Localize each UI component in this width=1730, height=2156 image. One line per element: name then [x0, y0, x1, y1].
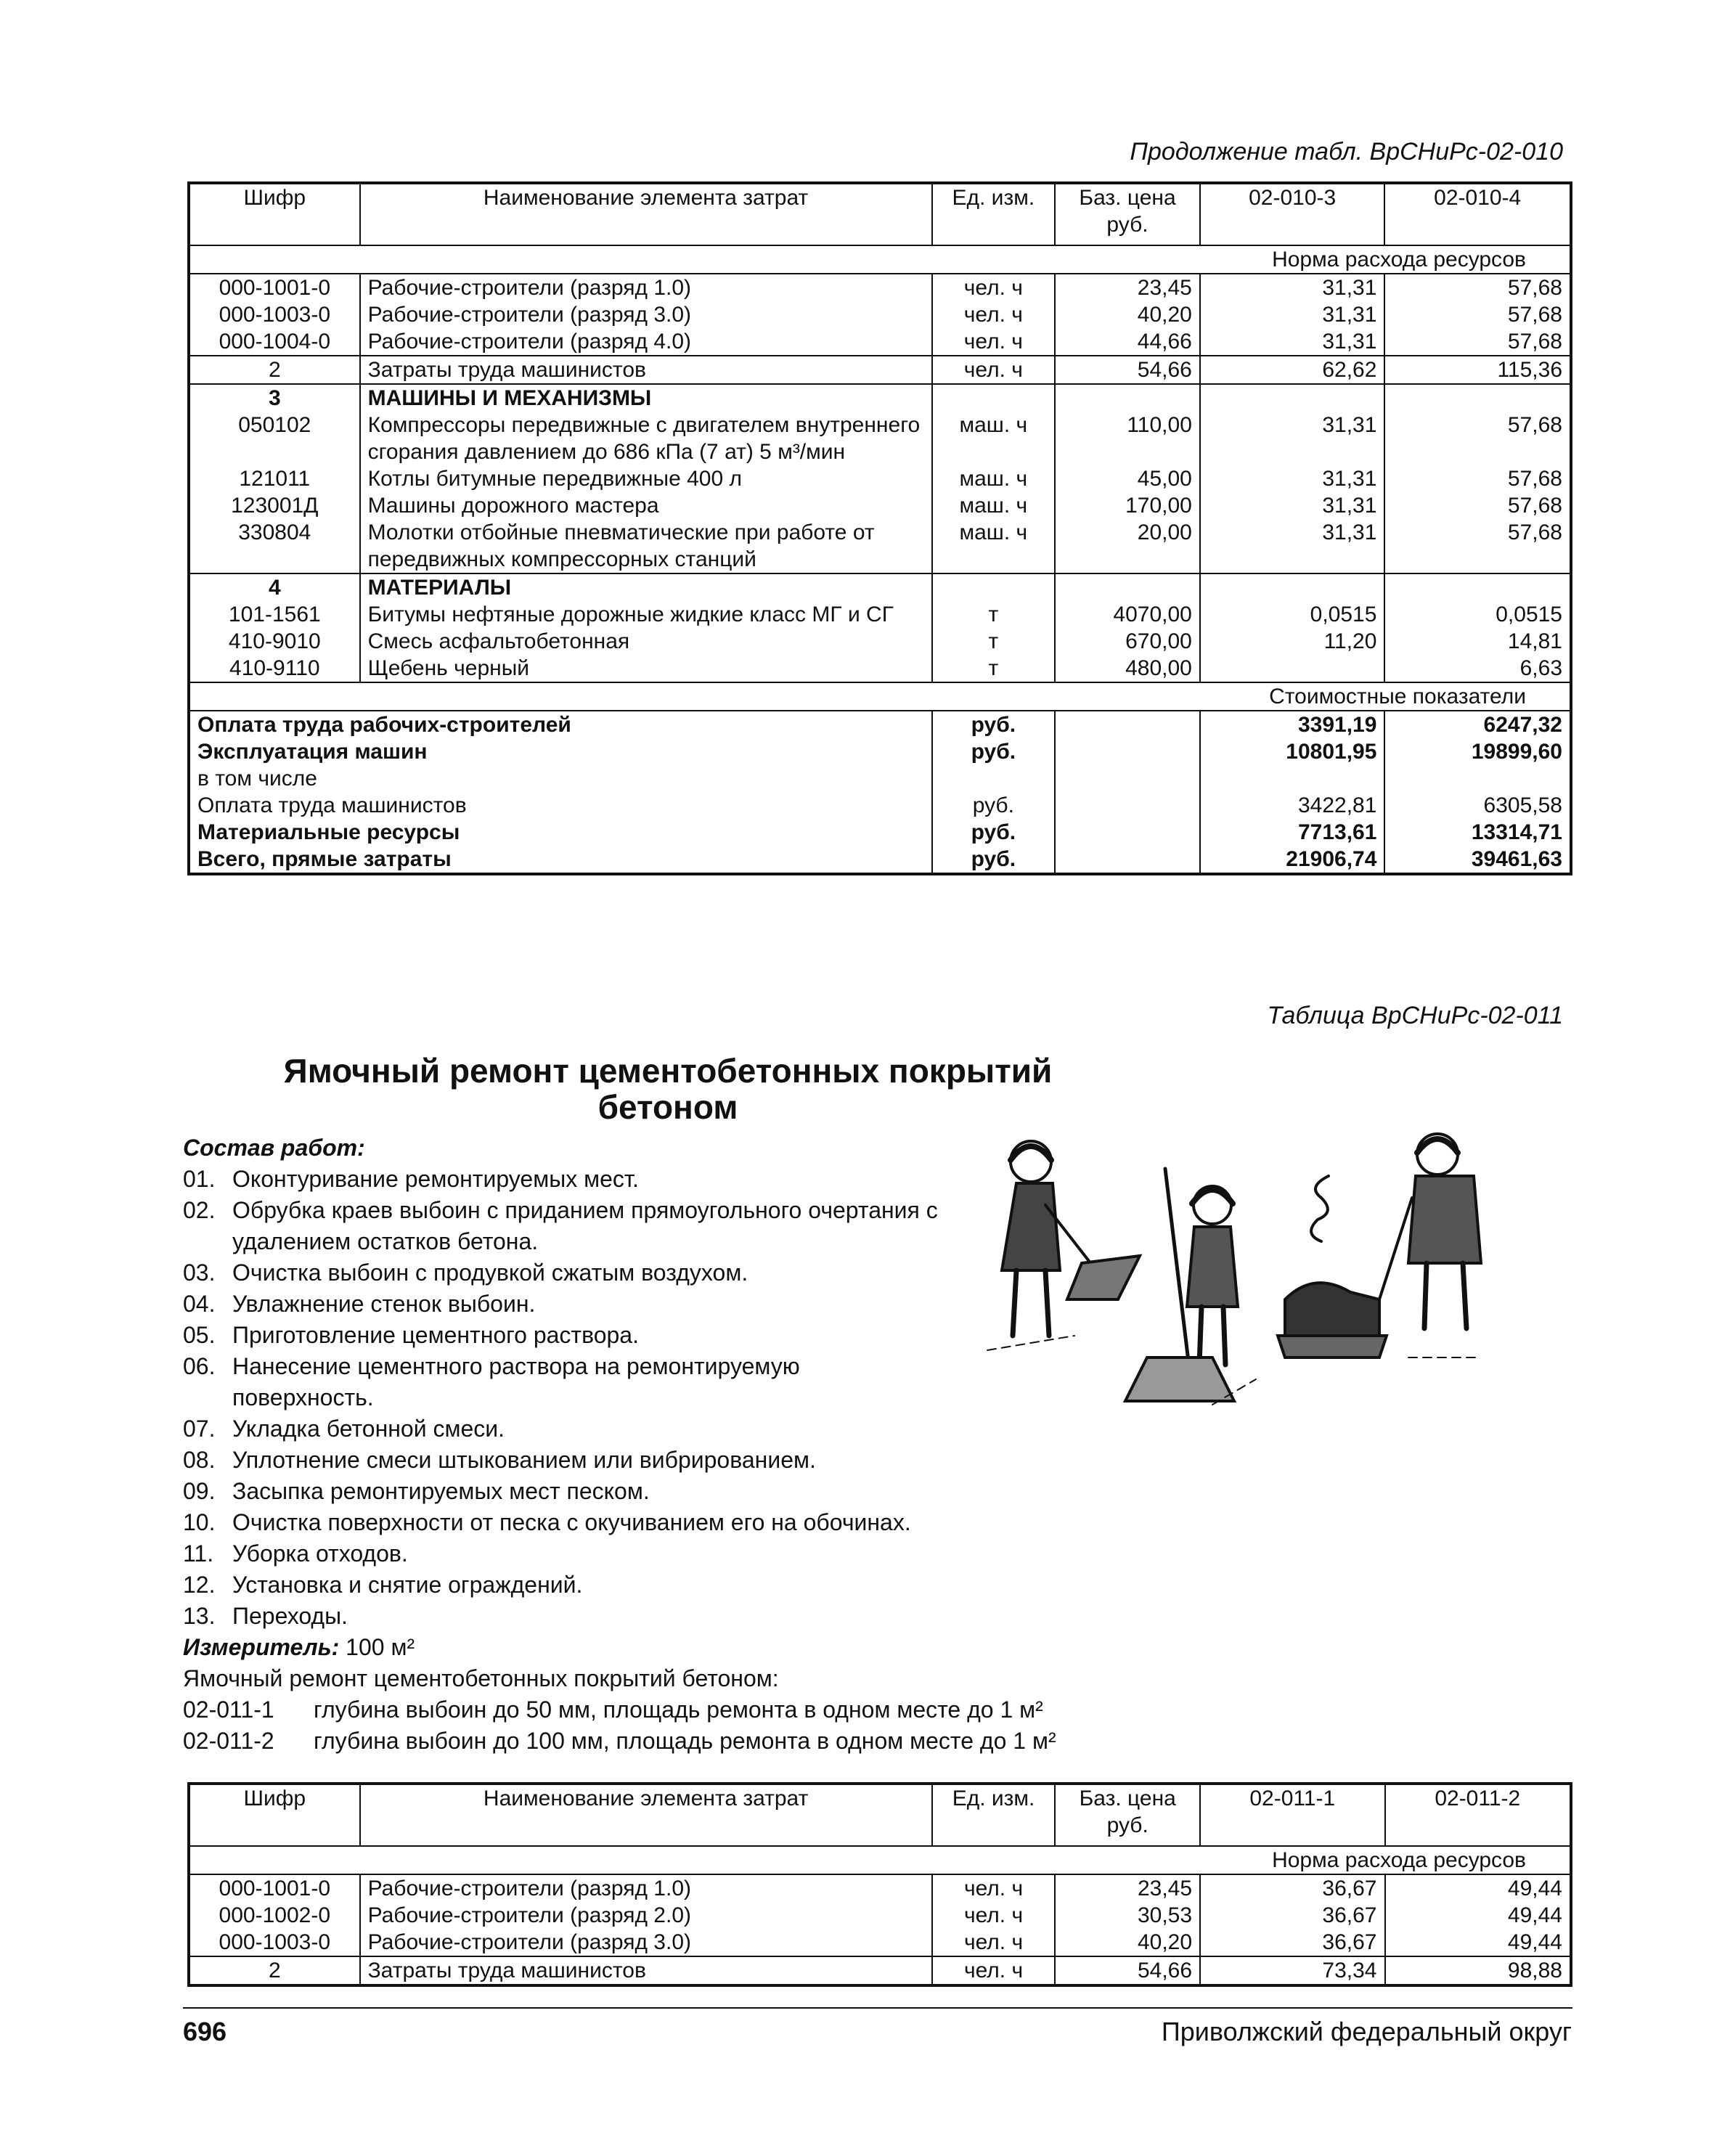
item-text: Оконтуривание ремонтируемых мест. — [232, 1166, 639, 1192]
row-value-b: 14,81 — [1384, 628, 1571, 655]
norm-label: Норма расхода ресурсов — [189, 245, 1571, 274]
summary-unit: руб. — [932, 819, 1056, 846]
header-code: Шифр — [189, 183, 360, 245]
list-item — [183, 1445, 1257, 1476]
item-number: 08. — [183, 1447, 216, 1473]
item-number: 09. — [183, 1478, 216, 1504]
row-name: Смесь асфальтобетонная — [360, 628, 932, 655]
list-item — [183, 1351, 1257, 1413]
summary-value-a — [1200, 765, 1385, 792]
row-value-b: 57,68 — [1384, 328, 1571, 356]
summary-value-a: 10801,95 — [1200, 738, 1385, 765]
list-item — [183, 1601, 1257, 1632]
header-col-a: 02-010-3 — [1200, 183, 1385, 245]
row-unit: т — [932, 655, 1056, 682]
row-price: 4070,00 — [1055, 601, 1200, 628]
section-number: 4 — [189, 573, 360, 601]
item-text: Уборка отходов. — [232, 1540, 408, 1567]
row-value-a: 31,31 — [1200, 519, 1385, 573]
work-description — [183, 1132, 1257, 1757]
row-unit: чел. ч — [932, 1902, 1056, 1929]
item-text: Очистка выбоин с продувкой сжатым воздухом. — [232, 1259, 748, 1286]
row-price: 40,20 — [1055, 301, 1200, 328]
row-unit: маш. ч — [932, 492, 1056, 519]
row-value-a: 62,62 — [1200, 356, 1385, 384]
item-text: Нанесение цементного раствора на ремонтируемую поверхность. — [232, 1353, 800, 1410]
item-number: 10. — [183, 1509, 216, 1535]
summary-unit: руб. — [932, 711, 1056, 738]
footer-divider — [183, 2007, 1572, 2009]
section-title: МАШИНЫ И МЕХАНИЗМЫ — [360, 384, 932, 412]
header-col-b: 02-010-4 — [1384, 183, 1571, 245]
section-number: 3 — [189, 384, 360, 412]
header-price: Баз. цена руб. — [1055, 183, 1200, 245]
item-text: Обрубка краев выбоин с приданием прямоугольного очертания с удалением остатков бетона. — [232, 1197, 938, 1254]
item-text: глубина выбоин до 100 мм, площадь ремонта в одном месте до 1 м² — [314, 1728, 1056, 1754]
intro-line: Ямочный ремонт цементобетонных покрытий бетоном: — [183, 1665, 779, 1691]
row-value-a: 31,31 — [1200, 492, 1385, 519]
row-value-a: 36,67 — [1200, 1874, 1384, 1902]
row-value-b: 0,0515 — [1384, 601, 1571, 628]
row-value-b: 115,36 — [1384, 356, 1571, 384]
table-row — [189, 1929, 1571, 1956]
item-code: 02-011-1 — [183, 1696, 274, 1723]
item-number: 13. — [183, 1603, 216, 1629]
row-price: 23,45 — [1055, 274, 1200, 301]
row-code: 000-1001-0 — [189, 274, 360, 301]
row-code: 330804 — [189, 519, 360, 573]
row-value-a — [1200, 655, 1385, 682]
row-name: Битумы нефтяные дорожные жидкие класс МГ и СГ — [360, 601, 932, 628]
table-continuation-caption: Продолжение табл. ВрСНиРс-02-010 — [1130, 138, 1563, 166]
row-code: 2 — [189, 356, 360, 384]
cost-label: Стоимостные показатели — [189, 682, 1571, 711]
resource-table-02-011 — [187, 1782, 1572, 1987]
title-line: бетоном — [597, 1088, 738, 1126]
row-value-a: 31,31 — [1200, 301, 1385, 328]
row-name: Рабочие-строители (разряд 3.0) — [360, 1929, 932, 1956]
row-code: 123001Д — [189, 492, 360, 519]
row-unit: маш. ч — [932, 412, 1056, 465]
row-price: 670,00 — [1055, 628, 1200, 655]
materials-section-row — [189, 573, 1571, 601]
summary-name: Эксплуатация машин — [189, 738, 932, 765]
summary-value-a: 3422,81 — [1200, 792, 1385, 819]
header-name: Наименование элемента затрат — [360, 183, 932, 245]
list-item — [183, 1257, 1257, 1289]
row-code: 121011 — [189, 465, 360, 492]
section-title: МАТЕРИАЛЫ — [360, 573, 932, 601]
header-col-b: 02-011-2 — [1385, 1784, 1572, 1846]
row-value-b: 57,68 — [1384, 274, 1571, 301]
summary-name: в том числе — [189, 765, 932, 792]
header-unit: Ед. изм. — [932, 1784, 1056, 1846]
summary-name: Материальные ресурсы — [189, 819, 932, 846]
item-text: Установка и снятие ограждений. — [232, 1572, 583, 1598]
row-value-b: 49,44 — [1385, 1902, 1572, 1929]
row-unit: маш. ч — [932, 465, 1056, 492]
summary-value-a: 3391,19 — [1200, 711, 1385, 738]
row-name: Щебень черный — [360, 655, 932, 682]
row-code: 050102 — [189, 412, 360, 465]
summary-value-a: 7713,61 — [1200, 819, 1385, 846]
row-price: 20,00 — [1055, 519, 1200, 573]
resource-table-02-010 — [187, 181, 1572, 875]
summary-value-b: 6305,58 — [1384, 792, 1571, 819]
list-item — [183, 1726, 1257, 1757]
row-price: 480,00 — [1055, 655, 1200, 682]
summary-row — [189, 738, 1571, 765]
row-name: Затраты труда машинистов — [360, 1956, 932, 1985]
row-name: Молотки отбойные пневматические при работе от передвижных компрессорных станций — [360, 519, 932, 573]
row-value-a: 31,31 — [1200, 412, 1385, 465]
row-code: 000-1001-0 — [189, 1874, 360, 1902]
table-row — [189, 1874, 1571, 1902]
summary-row — [189, 792, 1571, 819]
row-price: 30,53 — [1055, 1902, 1200, 1929]
summary-value-b: 19899,60 — [1384, 738, 1571, 765]
row-unit: чел. ч — [932, 274, 1056, 301]
row-price: 110,00 — [1055, 412, 1200, 465]
item-number: 11. — [183, 1540, 214, 1567]
row-code: 410-9010 — [189, 628, 360, 655]
row-price: 23,45 — [1055, 1874, 1200, 1902]
header-unit: Ед. изм. — [932, 183, 1056, 245]
table-row — [189, 492, 1571, 519]
row-value-a: 31,31 — [1200, 465, 1385, 492]
operator-labor-row — [189, 356, 1571, 384]
row-name: Рабочие-строители (разряд 4.0) — [360, 328, 932, 356]
row-unit: т — [932, 628, 1056, 655]
row-name: Рабочие-строители (разряд 1.0) — [360, 1874, 932, 1902]
table-row — [189, 301, 1571, 328]
row-value-b: 57,68 — [1384, 301, 1571, 328]
header-price: Баз. цена руб. — [1055, 1784, 1200, 1846]
row-unit: чел. ч — [932, 301, 1056, 328]
row-price: 40,20 — [1055, 1929, 1200, 1956]
meter-value: 100 м² — [346, 1634, 415, 1660]
footer-title: Приволжский федеральный округ — [1161, 2017, 1572, 2046]
row-unit: чел. ч — [932, 1956, 1056, 1985]
summary-name: Всего, прямые затраты — [189, 846, 932, 874]
cost-label-row — [189, 682, 1571, 711]
summary-name: Оплата труда рабочих-строителей — [189, 711, 932, 738]
section-title — [261, 1053, 1074, 1125]
item-text: Приготовление цементного раствора. — [232, 1322, 639, 1348]
row-code: 410-9110 — [189, 655, 360, 682]
item-number: 05. — [183, 1322, 216, 1348]
row-name: Рабочие-строители (разряд 1.0) — [360, 274, 932, 301]
item-text: Переходы. — [232, 1603, 348, 1629]
row-value-b: 57,68 — [1384, 412, 1571, 465]
summary-value-b: 6247,32 — [1384, 711, 1571, 738]
list-item — [183, 1476, 1257, 1507]
summary-value-b: 39461,63 — [1384, 846, 1571, 874]
list-item — [183, 1195, 1257, 1257]
row-value-b: 49,44 — [1385, 1874, 1572, 1902]
item-number: 03. — [183, 1259, 216, 1286]
summary-unit — [932, 765, 1056, 792]
list-item — [183, 1289, 1257, 1320]
list-item — [183, 1569, 1257, 1601]
row-value-a: 31,31 — [1200, 328, 1385, 356]
row-code: 000-1003-0 — [189, 301, 360, 328]
row-unit: чел. ч — [932, 328, 1056, 356]
works-label: Состав работ: — [183, 1135, 365, 1161]
table-row — [189, 328, 1571, 356]
page-number: 696 — [183, 2017, 227, 2046]
item-text: Укладка бетонной смеси. — [232, 1416, 505, 1442]
row-value-a: 73,34 — [1200, 1956, 1384, 1985]
row-price: 54,66 — [1055, 1956, 1200, 1985]
table-row — [189, 1902, 1571, 1929]
row-value-b: 6,63 — [1384, 655, 1571, 682]
table-row — [189, 465, 1571, 492]
row-unit: маш. ч — [932, 519, 1056, 573]
row-unit: чел. ч — [932, 356, 1056, 384]
row-price: 45,00 — [1055, 465, 1200, 492]
table-row — [189, 628, 1571, 655]
summary-value-b: 13314,71 — [1384, 819, 1571, 846]
row-value-b: 98,88 — [1385, 1956, 1572, 1985]
norm-label-row — [189, 245, 1571, 274]
item-number: 01. — [183, 1166, 216, 1192]
header-col-a: 02-011-1 — [1200, 1784, 1384, 1846]
header-name: Наименование элемента затрат — [360, 1784, 932, 1846]
row-unit: чел. ч — [932, 1929, 1056, 1956]
meter-label: Измеритель: — [183, 1634, 340, 1660]
item-text: Очистка поверхности от песка с окучиванием его на обочинах. — [232, 1509, 911, 1535]
norm-label: Норма расхода ресурсов — [189, 1846, 1571, 1874]
row-name: Машины дорожного мастера — [360, 492, 932, 519]
row-value-a: 11,20 — [1200, 628, 1385, 655]
item-number: 12. — [183, 1572, 216, 1598]
row-price: 54,66 — [1055, 356, 1200, 384]
row-price: 170,00 — [1055, 492, 1200, 519]
machines-section-row — [189, 384, 1571, 412]
summary-unit: руб. — [932, 792, 1056, 819]
row-name: Котлы битумные передвижные 400 л — [360, 465, 932, 492]
summary-value-a: 21906,74 — [1200, 846, 1385, 874]
row-code: 000-1004-0 — [189, 328, 360, 356]
header-code: Шифр — [189, 1784, 360, 1846]
summary-name: Оплата труда машинистов — [189, 792, 932, 819]
summary-value-b — [1384, 765, 1571, 792]
row-value-b: 57,68 — [1384, 465, 1571, 492]
summary-row — [189, 846, 1571, 874]
summary-unit: руб. — [932, 738, 1056, 765]
row-unit: т — [932, 601, 1056, 628]
summary-row — [189, 711, 1571, 738]
row-value-a: 36,67 — [1200, 1902, 1384, 1929]
summary-row — [189, 819, 1571, 846]
table-row — [189, 519, 1571, 573]
table-caption: Таблица ВрСНиРс-02-011 — [1267, 1002, 1563, 1029]
list-item — [183, 1507, 1257, 1538]
item-number: 04. — [183, 1291, 216, 1317]
row-value-b: 57,68 — [1384, 519, 1571, 573]
item-text: Увлажнение стенок выбоин. — [232, 1291, 536, 1317]
row-unit: чел. ч — [932, 1874, 1056, 1902]
list-item — [183, 1164, 1257, 1195]
row-name: Компрессоры передвижные с двигателем внутреннего сгорания давлением до 686 кПа (7 ат) 5 м³/мин — [360, 412, 932, 465]
table-header-row — [189, 1784, 1571, 1846]
row-price: 44,66 — [1055, 328, 1200, 356]
table-header-row — [189, 183, 1571, 245]
row-value-a: 36,67 — [1200, 1929, 1384, 1956]
row-code: 000-1002-0 — [189, 1902, 360, 1929]
summary-row — [189, 765, 1571, 792]
row-name: Рабочие-строители (разряд 3.0) — [360, 301, 932, 328]
item-code: 02-011-2 — [183, 1728, 274, 1754]
table-row — [189, 601, 1571, 628]
row-value-b: 49,44 — [1385, 1929, 1572, 1956]
item-number: 07. — [183, 1416, 216, 1442]
row-value-a: 0,0515 — [1200, 601, 1385, 628]
summary-unit: руб. — [932, 846, 1056, 874]
row-name: Затраты труда машинистов — [360, 356, 932, 384]
item-text: Уплотнение смеси штыкованием или вибрированием. — [232, 1447, 816, 1473]
list-item — [183, 1413, 1257, 1445]
row-code: 101-1561 — [189, 601, 360, 628]
table-row — [189, 655, 1571, 682]
item-number: 06. — [183, 1353, 216, 1379]
item-number: 02. — [183, 1197, 216, 1223]
row-value-a: 31,31 — [1200, 274, 1385, 301]
list-item — [183, 1694, 1257, 1726]
row-name: Рабочие-строители (разряд 2.0) — [360, 1902, 932, 1929]
list-item — [183, 1320, 1257, 1351]
meter-line — [183, 1632, 1257, 1663]
item-text: Засыпка ремонтируемых мест песком. — [232, 1478, 650, 1504]
item-text: глубина выбоин до 50 мм, площадь ремонта в одном месте до 1 м² — [314, 1696, 1043, 1723]
list-item — [183, 1538, 1257, 1569]
row-value-b: 57,68 — [1384, 492, 1571, 519]
operator-labor-row — [189, 1956, 1571, 1985]
row-code: 000-1003-0 — [189, 1929, 360, 1956]
norm-label-row — [189, 1846, 1571, 1874]
table-row — [189, 274, 1571, 301]
row-code: 2 — [189, 1956, 360, 1985]
title-line: Ямочный ремонт цементобетонных покрытий — [283, 1052, 1053, 1090]
labor-group — [189, 274, 1571, 356]
table-row — [189, 412, 1571, 465]
